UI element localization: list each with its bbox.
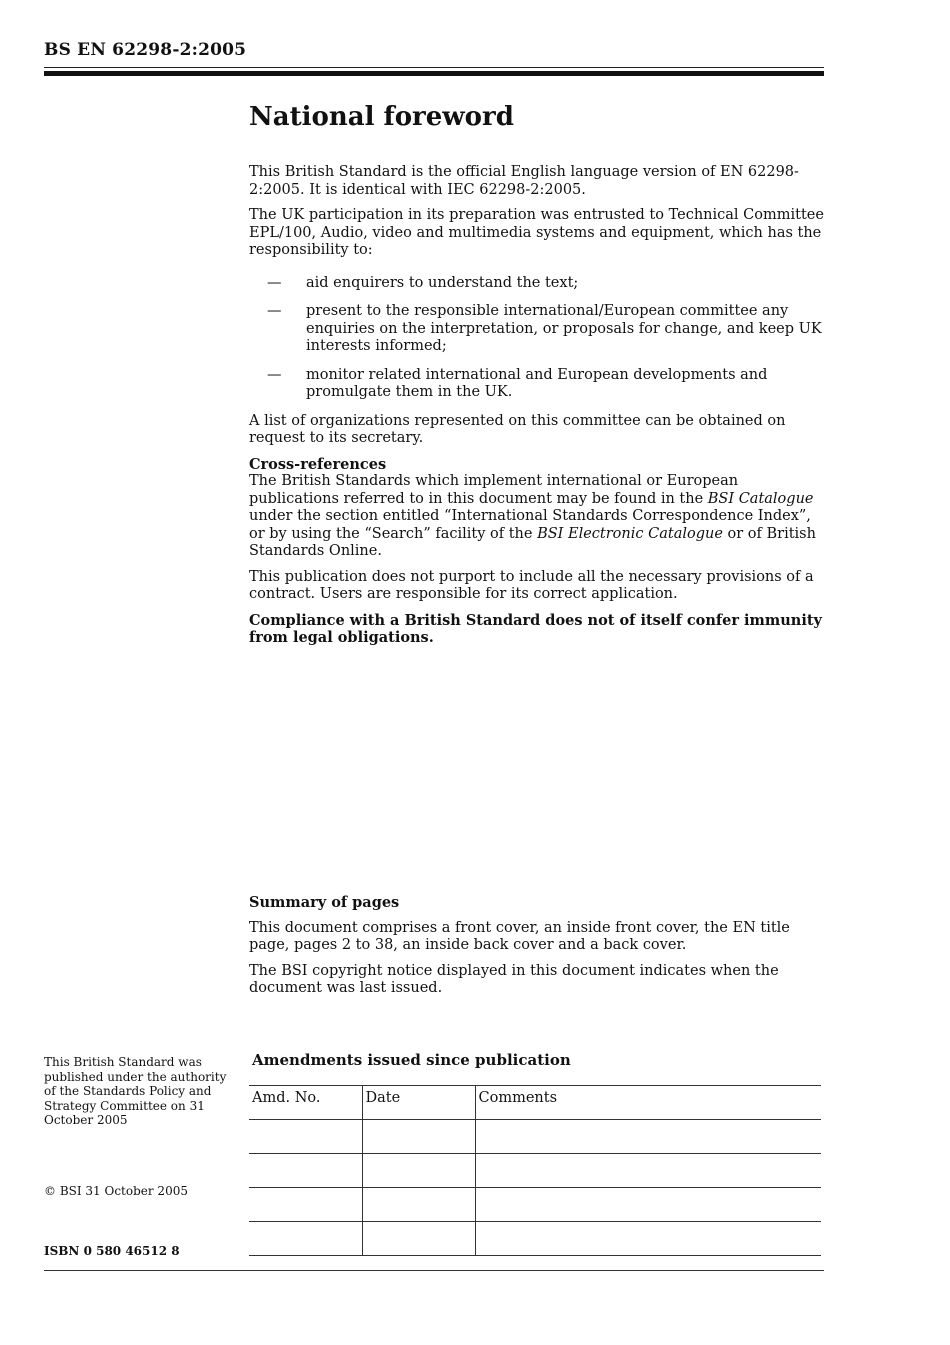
cross-ref-text: under the section entitled “International Standards Correspondence Index”, or by using the “Search” facility of the [249,508,811,542]
copyright-notice-paragraph: The BSI copyright notice displayed in this document indicates when the document was last issued. [249,962,779,996]
list-item-text: aid enquirers to understand the text; [306,274,579,291]
committee-paragraph: The UK participation in its preparation was entrusted to Technical Committee EPL/100, Audio, video and multimedia systems and equipment, which has the responsibility to: [249,207,824,258]
bsi-electronic-catalogue-ref: BSI Electronic Catalogue [537,525,723,542]
cross-ref-text: The British Standards which implement international or European publications referred to in this document may be found in the [249,473,739,507]
table-cell [249,1120,362,1154]
table-cell [475,1222,821,1256]
dash-bullet: — [267,274,282,291]
cross-ref-text: or of British Standards Online. [249,525,816,559]
table-cell [362,1154,475,1188]
list-item [249,367,824,402]
dash-bullet: — [267,366,282,383]
table-header-row [249,1086,821,1120]
compliance-statement: Compliance with a British Standard does not of itself confer immunity from legal obligations. [249,611,822,646]
page-title: National foreword [249,102,514,132]
table-cell [249,1154,362,1188]
comments-header: Comments [475,1086,821,1120]
dash-bullet: — [267,303,282,319]
header-rule-thin [44,67,824,68]
list-item [249,303,824,356]
table-cell [475,1120,821,1154]
table-cell [362,1120,475,1154]
footer-rule [44,1270,824,1271]
table-cell [475,1154,821,1188]
foreword-body [249,164,824,655]
document-id: BS EN 62298-2:2005 [44,40,247,60]
summary-section [249,894,824,1006]
bsi-catalogue-ref: BSI Catalogue [707,490,814,507]
provisions-paragraph: This publication does not purport to include all the necessary provisions of a contract. Users are responsible for its correct application. [249,568,814,602]
cross-references-heading: Cross-references [249,455,387,473]
table-row [249,1188,821,1222]
table-cell [362,1188,475,1222]
table-row [249,1154,821,1188]
table-cell [249,1222,362,1256]
table-row [249,1120,821,1154]
amendments-title: Amendments issued since publication [252,1051,571,1069]
organizations-paragraph: A list of organizations represented on this committee can be obtained on request to its secretary. [249,412,786,446]
date-header: Date [362,1086,475,1120]
amd-no-header: Amd. No. [249,1086,362,1120]
isbn: ISBN 0 580 46512 8 [44,1244,180,1258]
list-item-text: present to the responsible international/European committee any enquiries on the interpretation, or proposals for change, and keep UK interests informed; [306,303,822,354]
table-cell [249,1188,362,1222]
list-item-text: monitor related international and European developments and promulgate them in the UK. [306,366,768,400]
summary-heading: Summary of pages [249,894,400,911]
table-cell [475,1188,821,1222]
table-row [249,1222,821,1256]
authority-note: This British Standard was published under the authority of the Standards Policy and Strategy Committee on 31 October 2005 [44,1055,227,1127]
intro-paragraph: This British Standard is the official English language version of EN 62298-2:2005. It is identical with IEC 62298-2:2005. [249,164,799,198]
responsibility-list [249,275,824,402]
copyright-note: © BSI 31 October 2005 [44,1184,188,1198]
amendments-table [249,1085,821,1256]
list-item [249,275,824,293]
summary-paragraph: This document comprises a front cover, an inside front cover, the EN title page, pages 2 to 38, an inside back cover and a back cover. [249,919,790,953]
table-cell [362,1222,475,1256]
header-rule-thick [44,71,824,76]
cross-references-paragraph [249,473,824,561]
